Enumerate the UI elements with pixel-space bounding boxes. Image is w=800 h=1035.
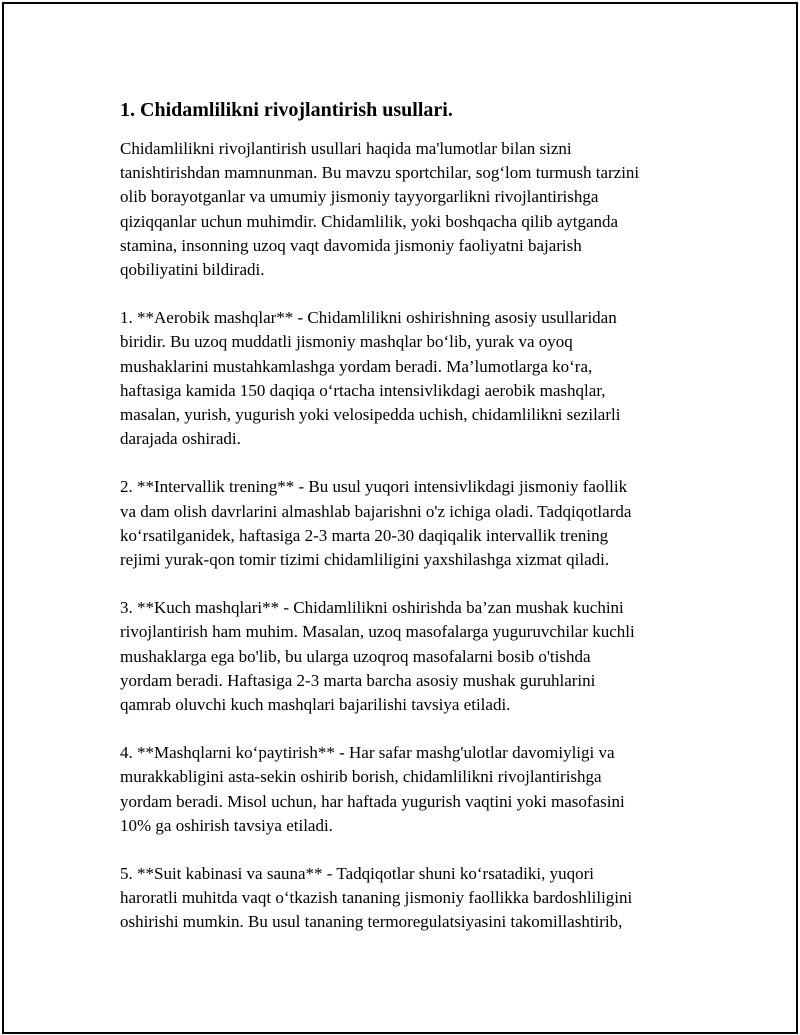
text-line: 4. **Mashqlarni ko‘paytirish** - Har safar mashg'ulotlar davomiyligi va <box>120 743 615 763</box>
text-line: 5. **Suit kabinasi va sauna** - Tadqiqotlar shuni ko‘rsatadiki, yuqori <box>120 864 594 884</box>
text-line: haroratli muhitda vaqt o‘tkazish tananing jismoniy faollikka bardoshliligini <box>120 888 633 908</box>
progression-paragraph <box>120 741 700 838</box>
text-line: ko‘rsatilganidek, haftasiga 2-3 marta 20-30 daqiqalik intervallik trening <box>120 525 609 545</box>
text-line: murakkabligini asta-sekin oshirib borish, chidamlilikni rivojlantirishga <box>120 767 602 787</box>
text-line: rejimi yurak-qon tomir tizimi chidamliligini yaxshilashga xizmat qiladi. <box>120 550 610 570</box>
intro-paragraph <box>120 137 700 282</box>
text-line: mushaklarga ega bo'lib, bu ularga uzoqroq masofalarni bosib o'tishda <box>120 646 591 666</box>
text-line: 3. **Kuch mashqlari** - Chidamlilikni oshirishda ba’zan mushak kuchini <box>120 598 624 618</box>
interval-paragraph <box>120 475 700 572</box>
text-line: qobiliyatini bildiradi. <box>120 260 265 280</box>
section-heading: 1. Chidamlilikni rivojlantirish usullari. <box>120 99 453 121</box>
text-line: qamrab oluvchi kuch mashqlari bajarilishi tavsiya etiladi. <box>120 695 511 715</box>
text-line: 2. **Intervallik trening** - Bu usul yuqori intensivlikdagi jismoniy faollik <box>120 477 628 497</box>
text-line: mushaklarini mustahkamlashga yordam beradi. Ma’lumotlarga ko‘ra, <box>120 356 593 376</box>
strength-paragraph <box>120 596 700 717</box>
text-line: olib borayotganlar va umumiy jismoniy tayyorgarlikni rivojlantirishga <box>120 187 599 207</box>
document-body <box>120 96 700 959</box>
aerobic-paragraph <box>120 306 700 451</box>
text-line: rivojlantirish ham muhim. Masalan, uzoq masofalarga yuguruvchilar kuchli <box>120 622 635 642</box>
text-line: Chidamlilikni rivojlantirish usullari haqida ma'lumotlar bilan sizni <box>120 139 572 158</box>
text-line: masalan, yurish, yugurish yoki velosipedda uchish, chidamlilikni sezilarli <box>120 405 621 425</box>
text-line: darajada oshiradi. <box>120 429 241 449</box>
text-line: biridir. Bu uzoq muddatli jismoniy mashqlar bo‘lib, yurak va oyoq <box>120 332 573 352</box>
text-line: va dam olish davrlarini almashlab bajarishni o'z ichiga oladi. Tadqiqotlarda <box>120 501 632 521</box>
text-line: yordam beradi. Misol uchun, har haftada yugurish vaqtini yoki masofasini <box>120 791 625 811</box>
text-line: haftasiga kamida 150 daqiqa o‘rtacha intensivlikdagi aerobik mashqlar, <box>120 380 606 400</box>
text-line: 10% ga oshirish tavsiya etiladi. <box>120 815 333 835</box>
text-line: tanishtirishdan mamnunman. Bu mavzu sportchilar, sog‘lom turmush tarzini <box>120 163 640 183</box>
text-line: oshirishi mumkin. Bu usul tananing termoregulatsiyasini takomillashtirib, <box>120 912 623 932</box>
page-frame <box>2 2 798 1034</box>
sauna-paragraph <box>120 862 700 935</box>
text-line: qiziqqanlar uchun muhimdir. Chidamlilik, yoki boshqacha qilib aytganda <box>120 211 619 231</box>
text-line: 1. **Aerobik mashqlar** - Chidamlilikni oshirishning asosiy usullaridan <box>120 308 617 328</box>
text-line: yordam beradi. Haftasiga 2-3 marta barcha asosiy mushak guruhlarini <box>120 670 596 690</box>
text-line: stamina, insonning uzoq vaqt davomida jismoniy faoliyatni bajarish <box>120 235 582 255</box>
